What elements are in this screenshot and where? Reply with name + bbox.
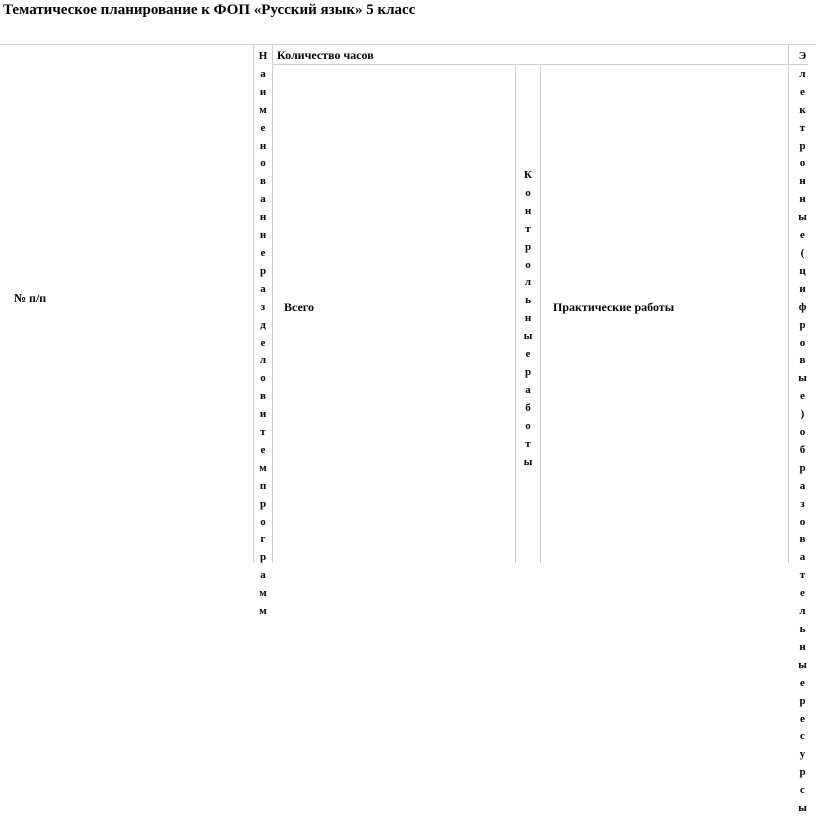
document-title: Тематическое планирование к ФОП «Русский язык» 5 класс bbox=[3, 2, 416, 18]
header-hours: Количество часов bbox=[277, 48, 374, 62]
header-total: Всего bbox=[284, 300, 314, 314]
column-divider bbox=[540, 64, 541, 563]
column-divider bbox=[272, 44, 273, 563]
header-section-name: Н а и м е н о в а н и е р а з д е л о в и т е м п р о г р а м м bbox=[258, 50, 268, 618]
header-control-works: К о н т р о л ь н ы е р а б о т ы bbox=[523, 169, 533, 468]
table-top-border bbox=[0, 44, 816, 45]
header-digital-resources: Э л е к т р о н н ы е ( ц и ф р о в ы е ) о б р а з о в а т е л ь н ы е р е с у р с ы bbox=[798, 50, 807, 815]
header-practical-works: Практические работы bbox=[553, 300, 675, 314]
header-number: № п/п bbox=[14, 291, 47, 305]
